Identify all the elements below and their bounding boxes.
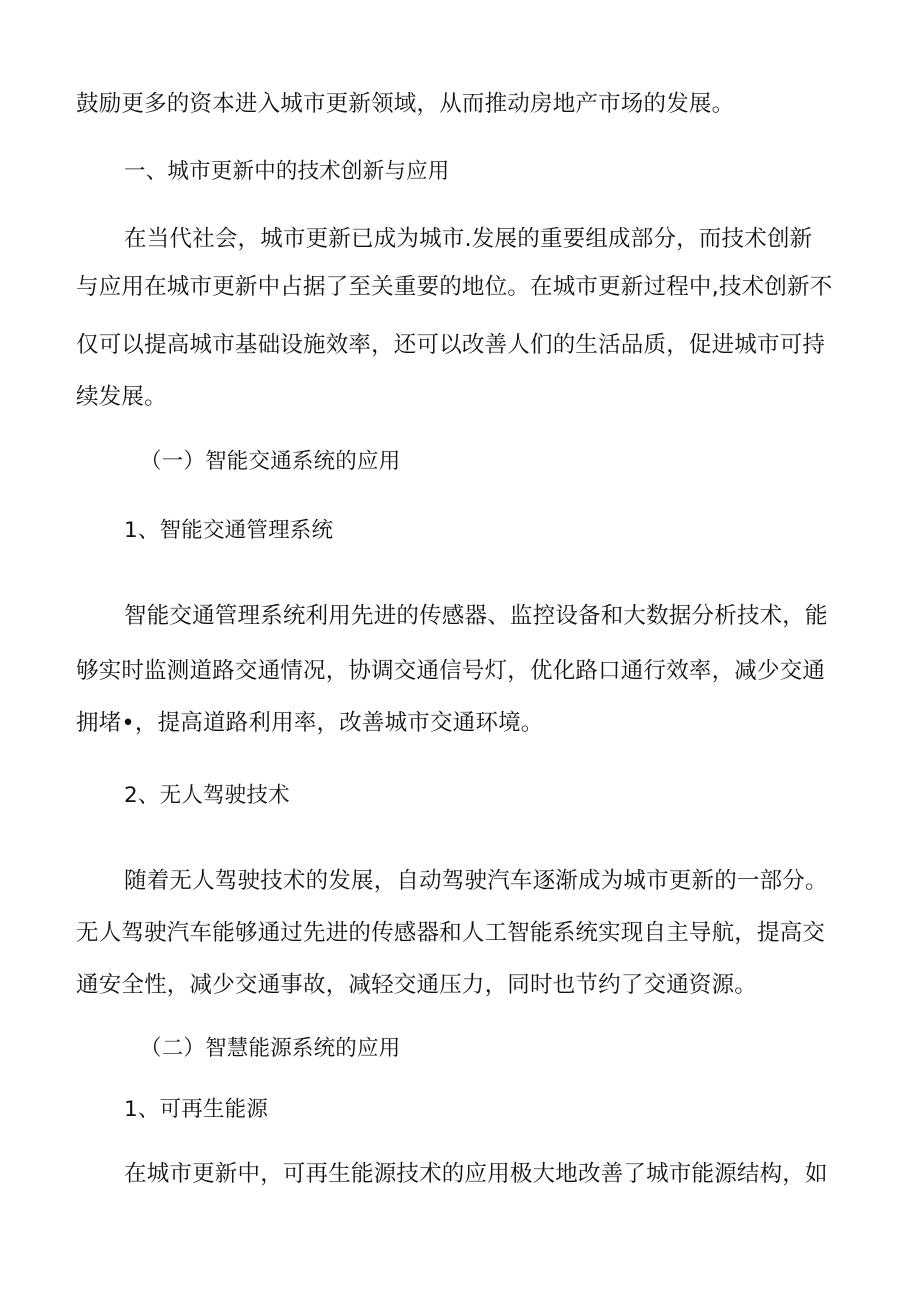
paragraph-line: 续发展。: [76, 384, 167, 410]
paragraph-line: 拥堵•，提高道路利用率，改善城市交通环境。: [76, 710, 544, 736]
paragraph-line: 仅可以提高城市基础设施效率，还可以改善人们的生活品质，促进城市可持: [76, 332, 826, 358]
item-heading: 2、无人驾驶技术: [124, 783, 290, 808]
section-heading: 一、城市更新中的技术创新与应用: [124, 159, 450, 184]
paragraph-line: 与应用在城市更新中占据了至关重要的地位。在城市更新过程中,技术创新不: [76, 274, 833, 300]
paragraph-line: 随着无人驾驶技术的发展，自动驾驶汽车逐渐成为城市更新的一部分。: [124, 868, 828, 894]
paragraph-line: 鼓励更多的资本进入城市更新领域，从而推动房地产市场的发展。: [76, 91, 735, 117]
paragraph-line: 在当代社会，城市更新已成为城市.发展的重要组成部分，而技术创新: [124, 226, 813, 252]
paragraph-line: 够实时监测道路交通情况，协调交通信号灯，优化路口通行效率，减少交通: [76, 658, 826, 684]
item-heading: 1、智能交通管理系统: [124, 518, 334, 543]
paragraph-line: 在城市更新中，可再生能源技术的应用极大地改善了城市能源结构，如: [124, 1161, 828, 1187]
subsection-heading: （一）智能交通系统的应用: [140, 449, 401, 474]
paragraph-line: 智能交通管理系统利用先进的传感器、监控设备和大数据分析技术，能: [124, 603, 828, 629]
paragraph-line: 通安全性，减少交通事故，减轻交通压力，同时也节约了交通资源。: [76, 972, 758, 998]
item-heading: 1、可再生能源: [124, 1097, 269, 1122]
subsection-heading: （二）智慧能源系统的应用: [140, 1036, 401, 1061]
paragraph-line: 无人驾驶汽车能够通过先进的传感器和人工智能系统实现自主导航，提高交: [76, 920, 826, 946]
